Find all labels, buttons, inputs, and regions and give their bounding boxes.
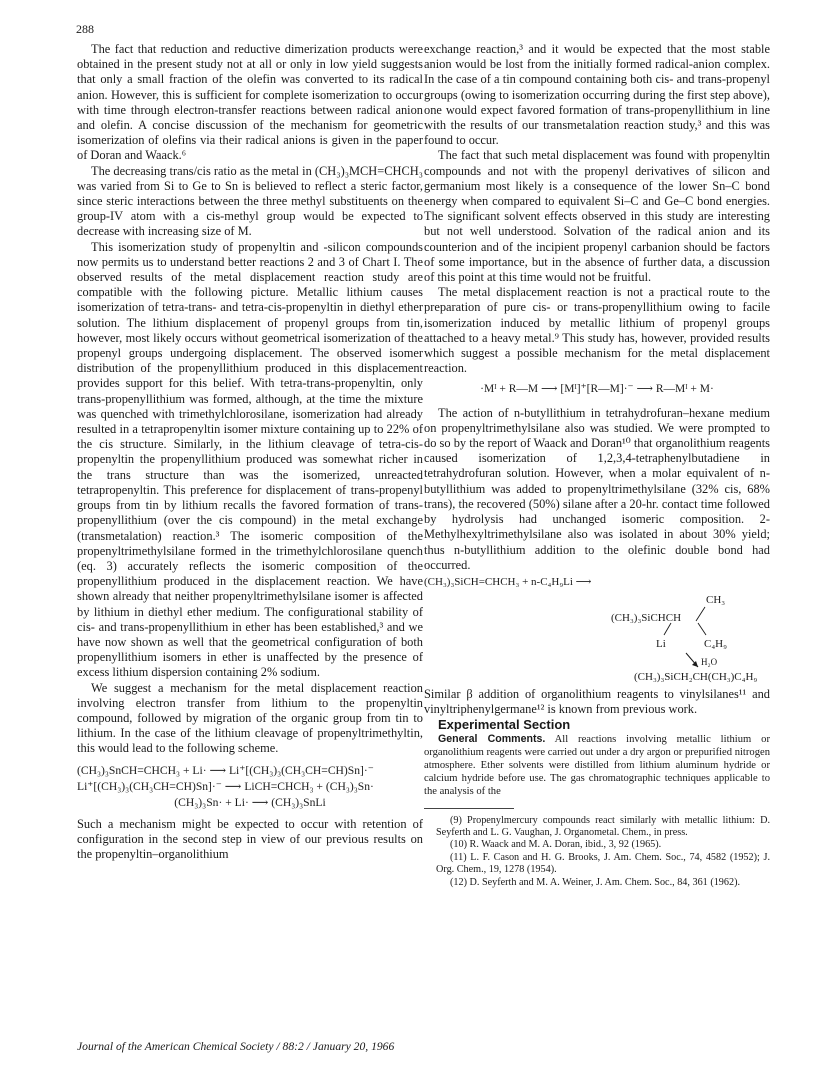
paragraph: The fact that reduction and reductive dimerization products were obtained in the present study not at all or only in low yield suggests that only a small fraction of the olefin was converted to its radical anion. However, this is sufficient for complete isomerization to occur with time through electron-transfer reactions between radical anion and olefin. A concise discussion of the mechanism for geometric isomerization of olefins via their radical anions is given in the paper of Doran and Waack.⁶	[77, 42, 423, 163]
footnote: (11) L. F. Cason and H. G. Brooks, J. Am. Chem. Soc., 74, 4582 (1952); J. Org. Chem., 19, 1278 (1954).	[436, 851, 770, 876]
paragraph: Similar β addition of organolithium reagents to vinylsilanes¹¹ and vinyltriphenylgermane¹² is known from previous work.	[424, 686, 770, 717]
scheme-butyl-label: C₄H₉	[704, 637, 727, 650]
scheme-product: (CH₃)₃SiCH₂CH(CH₃)C₄H₉	[634, 670, 758, 683]
mechanism-scheme	[77, 763, 423, 811]
scheme-lithium-label: Li	[656, 637, 666, 650]
experimental-text: All reactions involving metallic lithium or organolithium reagents were carried out under a dry argon or prepurified nitrogen atmosphere. Ether solvents were distilled from lithium aluminum hydride or calcium hydride before use. The gas chromatographic techniques applicable to the analysis of the	[424, 733, 770, 797]
scheme-reactants: (CH₃)₃SiCH=CHCH₃ + n-C₄H₉Li ⟶	[424, 575, 592, 588]
metal-displacement-equation: ·Mᴵ + R—M ⟶ [Mᴵ]⁺[R—M]·⁻ ⟶ R—Mᴵ + M·	[480, 383, 714, 396]
experimental-paragraph	[424, 733, 770, 798]
equation-step-3: (CH₃)₃Sn· + Li· ⟶ (CH₃)₃SnLi	[174, 795, 326, 809]
journal-footer: Journal of the American Chemical Society / 88:2 / January 20, 1966	[77, 1040, 395, 1053]
paragraph: We suggest a mechanism for the metal displacement reaction involving electron transfer from lithium to the propenyltin compound, followed by migration of the organic group from tin to lithium. In the case of the lithium cleavage of propenyltrimethyltin, this would lead to the following scheme.	[77, 680, 423, 756]
footnote: (10) R. Waack and M. A. Doran, ibid., 3, 92 (1965).	[450, 839, 662, 851]
scheme-bonds	[424, 573, 770, 683]
right-column	[424, 42, 770, 889]
paragraph: The metal displacement reaction is not a practical route to the preparation of pure cis- or trans-propenyllithium owing to facile isomerization induced by metallic lithium of propenyl groups attached to a heavy metal.⁹ This study has, however, provided results which suggest a possible mechanism for the metal displacement reaction.	[424, 285, 770, 376]
scheme-water-label: H₂O	[701, 656, 718, 667]
paragraph: The decreasing trans/cis ratio as the metal in (CH₃)₃MCH=CHCH₃ was varied from Si to Ge to Sn is believed to reflect a steric factor, since steric interactions between the three methyl substituents on the group-IV atom with a cis-methyl group would be expected to decrease with increasing size of M.	[77, 163, 423, 239]
experimental-label: General Comments.	[438, 732, 546, 745]
paragraph: The fact that such metal displacement was found with propenyltin compounds and not with the propenyl derivatives of silicon and germanium most likely is a consequence of the lower Sn–C bond energy when compared to equivalent Si–C and Ge–C bond energies. The significant solvent effects observed in this study are interesting but not well understood. Solvation of the radical anion and its counterion and of the incipient propenyl carbanion should be factors of some importance, but in the absence of further data, a discussion of this point at this time would not be fruitful.	[424, 148, 770, 285]
scheme-methyl-label: CH₃	[706, 593, 726, 606]
section-heading: Experimental Section	[438, 717, 571, 733]
equation-step-2: Li⁺[(CH₃)₃(CH₃CH=CH)Sn]·⁻ ⟶ LiCH=CHCH₃ + (CH₃)₃Sn·	[77, 779, 374, 793]
paragraph: Such a mechanism might be expected to occur with retention of configuration in the second step in view of our previous results on the propenyltin–organolithium	[77, 816, 423, 861]
paragraph: This isomerization study of propenyltin and -silicon compounds now permits us to understand better reactions 2 and 3 of Chart I. The observed results of the metal displacement reaction study are compatible with the following picture. Metallic lithium causes isomerization of tetra-trans- and tetra-cis-propenyltin in diethyl ether solution. The lithium displacement of propenyl groups from tin, however, most likely occurs without geometrical isomerization of the propenyl groups undergoing displacement. The observed isomer distribution of the propenyllithium produced in this displacement provides support for this belief. With tetra-trans-propenyltin, only trans-propenyllithium was formed, although, at the time the mixture was quenched with trimethylchlorosilane, isomerization had already resulted in a tetrapropenyltin isomer mixture containing up to 22% of the cis structure. Similarly, in the lithium cleavage of tetra-cis-propenyltin the propenyllithium produced was somewhat richer in the trans structure than was the isomerized, unreacted tetrapropenyltin. This preference for displacement of trans-propenyl groups from tin by lithium recalls the favored formation of trans-propenyllithium (over the cis compound) in the metal exchange (transmetalation) reaction.³ The isomeric composition of the propenyltrimethylsilane formed in the trimethylchlorosilane quench (eq. 3) accurately reflects the isomeric composition of the propenyllithium produced in the displacement reaction. We have shown already that neither propenyltrimethylsilane isomer is affected by lithium in diethyl ether medium. The configurational stability of cis- and trans-propenyllithium in ether has been established,³ and we have now shown as well that the geometrical configuration of both propenyllithium isomers in ether is unaffected by the presence of excess lithium dispersion containing 2% sodium.	[77, 239, 423, 680]
paragraph: The action of n-butyllithium in tetrahydrofuran–hexane medium on propenyltrimethylsilane also was studied. We were prompted to do so by the report of Waack and Doran¹⁰ that organolithium reagents caused isomerization of 1,2,3,4-tetraphenylbutadiene in tetrahydrofuran solution. However, when a molar equivalent of n-butyllithium was added to propenyltrimethylsilane (32% cis, 68% trans), the recovered (50%) silane after a 20-hr. contact time followed by hydrolysis had unchanged isomeric composition. 2-Methylhexyltrimethylsilane also was isolated in about 30% yield; thus n-butyllithium addition to the olefinic double bond had occurred.	[424, 405, 770, 572]
scheme-intermediate: (CH₃)₃SiCHCH	[611, 611, 682, 624]
butyllithium-addition-scheme	[424, 573, 770, 683]
left-column	[77, 42, 423, 862]
footnote: (12) D. Seyferth and M. A. Weiner, J. Am. Chem. Soc., 84, 361 (1962).	[450, 876, 741, 888]
footnote: (9) Propenylmercury compounds react similarly with metallic lithium: D. Seyferth and L. G. Vaughan, J. Organometal. Chem., in press.	[436, 814, 770, 838]
equation-step-1: (CH₃)₃SnCH=CHCH₃ + Li· ⟶ Li⁺[(CH₃)₃(CH₃CH=CH)Sn]·⁻	[77, 763, 374, 777]
paragraph: exchange reaction,³ and it would be expected that the most stable anion would be lost from the initially formed radical-anion complex. In the case of a tin compound containing both cis- and trans-propenyl groups (owing to isomerization occurring during the first step above), one would expect favored formation of trans-propenyllithium in line with the results of our transmetalation reaction study,³ and this was found to occur.	[424, 42, 770, 148]
page-number: 288	[76, 22, 94, 36]
footnote-rule	[424, 808, 514, 809]
